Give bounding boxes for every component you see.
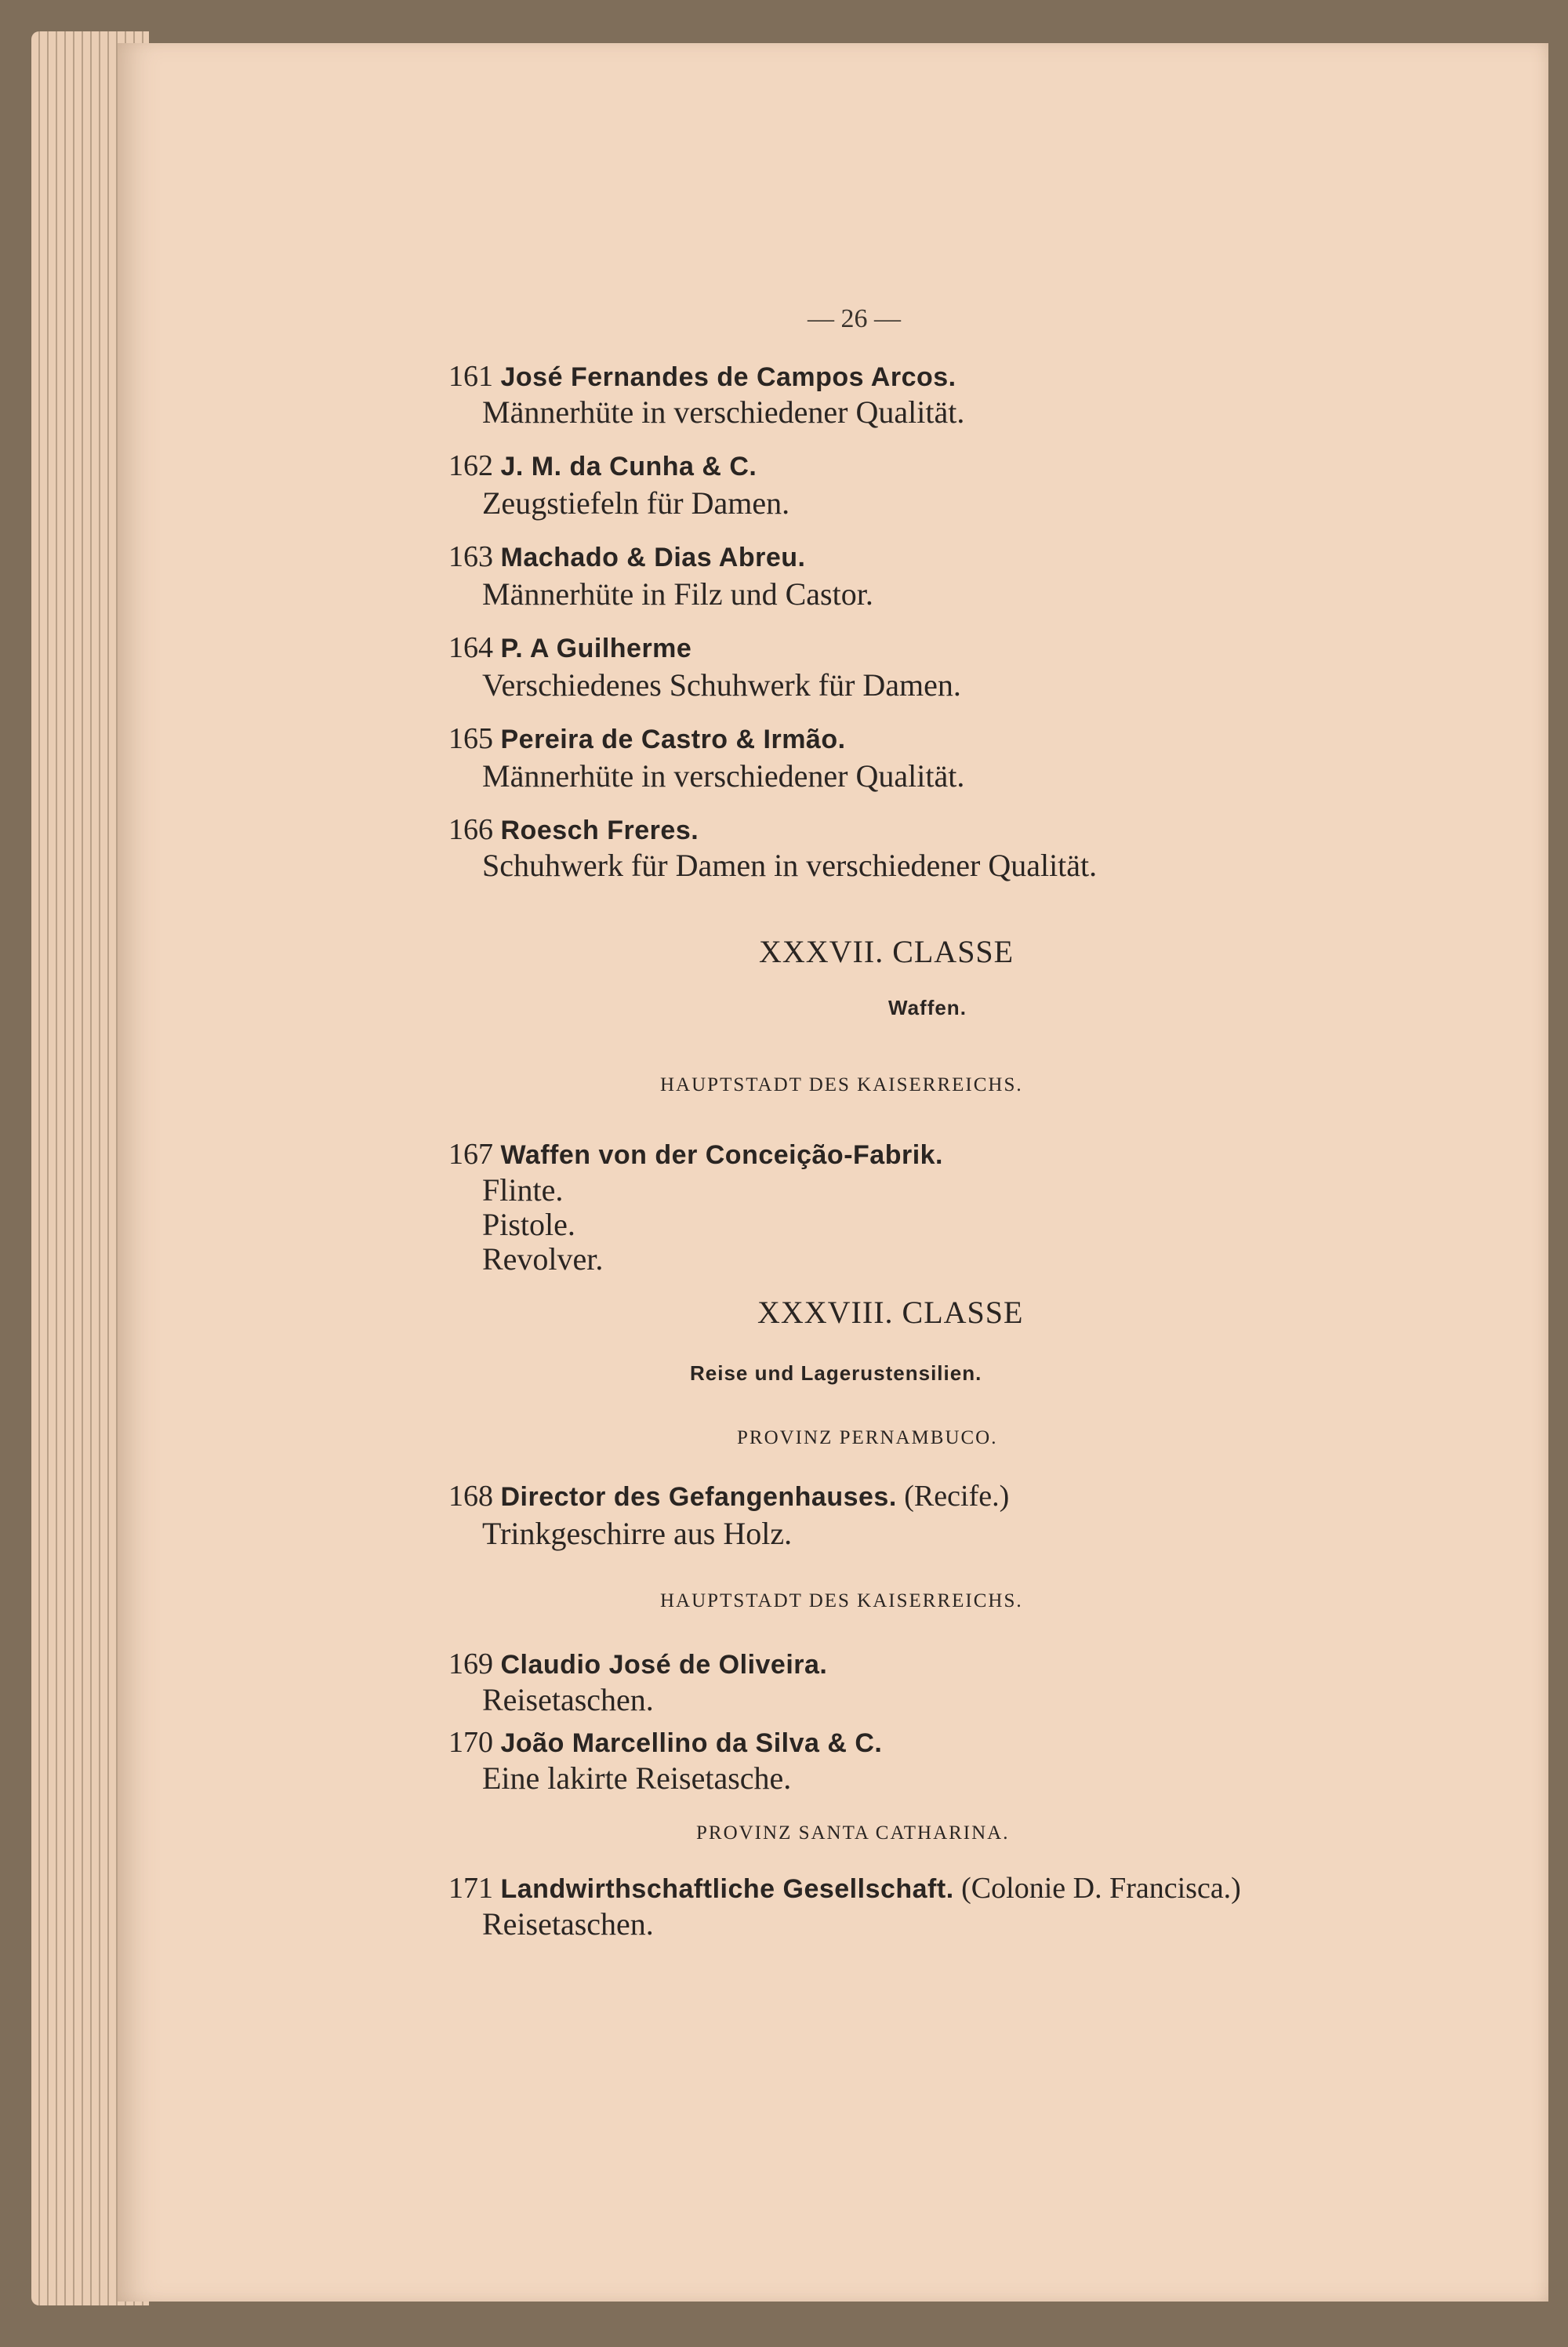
entry-168-header (448, 1479, 1009, 1514)
page-border (1548, 43, 1568, 2302)
entry-number: 166 (448, 813, 493, 846)
entry-number: 165 (448, 722, 493, 755)
class-38-region-capital: HAUPTSTADT DES KAISERREICHS. (660, 1590, 1023, 1611)
class-37-subtitle: Waffen. (888, 996, 967, 1019)
entry-number: 170 (448, 1726, 493, 1759)
exhibitor-location: (Colonie D. Francisca.) (961, 1872, 1241, 1905)
exhibitor-name: Director des Gefangenhauses. (500, 1482, 897, 1512)
entry-163-description: Männerhüte in Filz und Castor. (482, 576, 873, 612)
entry-163-header (448, 540, 805, 575)
entry-170-description: Eine lakirte Reisetasche. (482, 1760, 792, 1796)
entry-169-header (448, 1647, 827, 1682)
entry-171-header (448, 1871, 1241, 1906)
class-38-title: XXXVIII. CLASSE (757, 1295, 1024, 1330)
exhibitor-name: Pereira de Castro & Irmão. (500, 725, 846, 754)
entry-170-header (448, 1725, 882, 1760)
exhibitor-name: Machado & Dias Abreu. (500, 543, 806, 572)
exhibitor-name: João Marcellino da Silva & C. (500, 1728, 883, 1758)
entry-164-header (448, 630, 691, 666)
entry-161-description: Männerhüte in verschiedener Qualität. (482, 394, 965, 430)
exhibitor-name: J. M. da Cunha & C. (500, 452, 757, 481)
entry-166-header (448, 812, 699, 848)
entry-165-header (448, 721, 846, 757)
class-37-title: XXXVII. CLASSE (759, 934, 1014, 969)
entry-number: 162 (448, 449, 493, 482)
class-38-subtitle: Reise und Lagerustensilien. (690, 1361, 982, 1385)
entry-162-header (448, 449, 757, 484)
entry-number: 161 (448, 360, 493, 393)
entry-number: 164 (448, 631, 493, 664)
exhibitor-name: P. A Guilherme (500, 634, 692, 663)
exhibitor-name: Claudio José de Oliveira. (500, 1650, 828, 1680)
page-number: — 26 — (808, 304, 901, 333)
entry-number: 171 (448, 1872, 493, 1905)
entry-number: 168 (448, 1480, 493, 1513)
entry-167-item-3: Revolver. (482, 1241, 604, 1277)
entry-161-header (448, 359, 956, 394)
entry-166-description: Schuhwerk für Damen in verschiedener Qualität. (482, 848, 1098, 883)
entry-169-description: Reisetaschen. (482, 1682, 654, 1717)
exhibitor-location: (Recife.) (904, 1480, 1010, 1513)
class-38-region-pernambuco: PROVINZ PERNAMBUCO. (737, 1427, 998, 1448)
class-38-region-santa-catharina: PROVINZ SANTA CATHARINA. (696, 1822, 1010, 1844)
entry-number: 167 (448, 1138, 493, 1171)
entry-171-description: Reisetaschen. (482, 1906, 654, 1942)
entry-162-description: Zeugstiefeln für Damen. (482, 485, 790, 521)
entry-164-description: Verschiedenes Schuhwerk für Damen. (482, 667, 961, 703)
entry-number: 163 (448, 540, 493, 573)
exhibitor-name: Landwirthschaftliche Gesellschaft. (500, 1874, 954, 1904)
entry-number: 169 (448, 1648, 493, 1680)
exhibitor-name: Roesch Freres. (500, 816, 699, 845)
exhibitor-name: José Fernandes de Campos Arcos. (500, 362, 956, 392)
entry-167-item-2: Pistole. (482, 1207, 575, 1242)
exhibitor-name: Waffen von der Conceição-Fabrik. (500, 1140, 943, 1170)
class-37-region: HAUPTSTADT DES KAISERREICHS. (660, 1074, 1023, 1095)
entry-167-item-1: Flinte. (482, 1172, 564, 1208)
entry-168-description: Trinkgeschirre aus Holz. (482, 1516, 793, 1551)
entry-165-description: Männerhüte in verschiedener Qualität. (482, 758, 965, 794)
entry-167-header (448, 1137, 943, 1172)
